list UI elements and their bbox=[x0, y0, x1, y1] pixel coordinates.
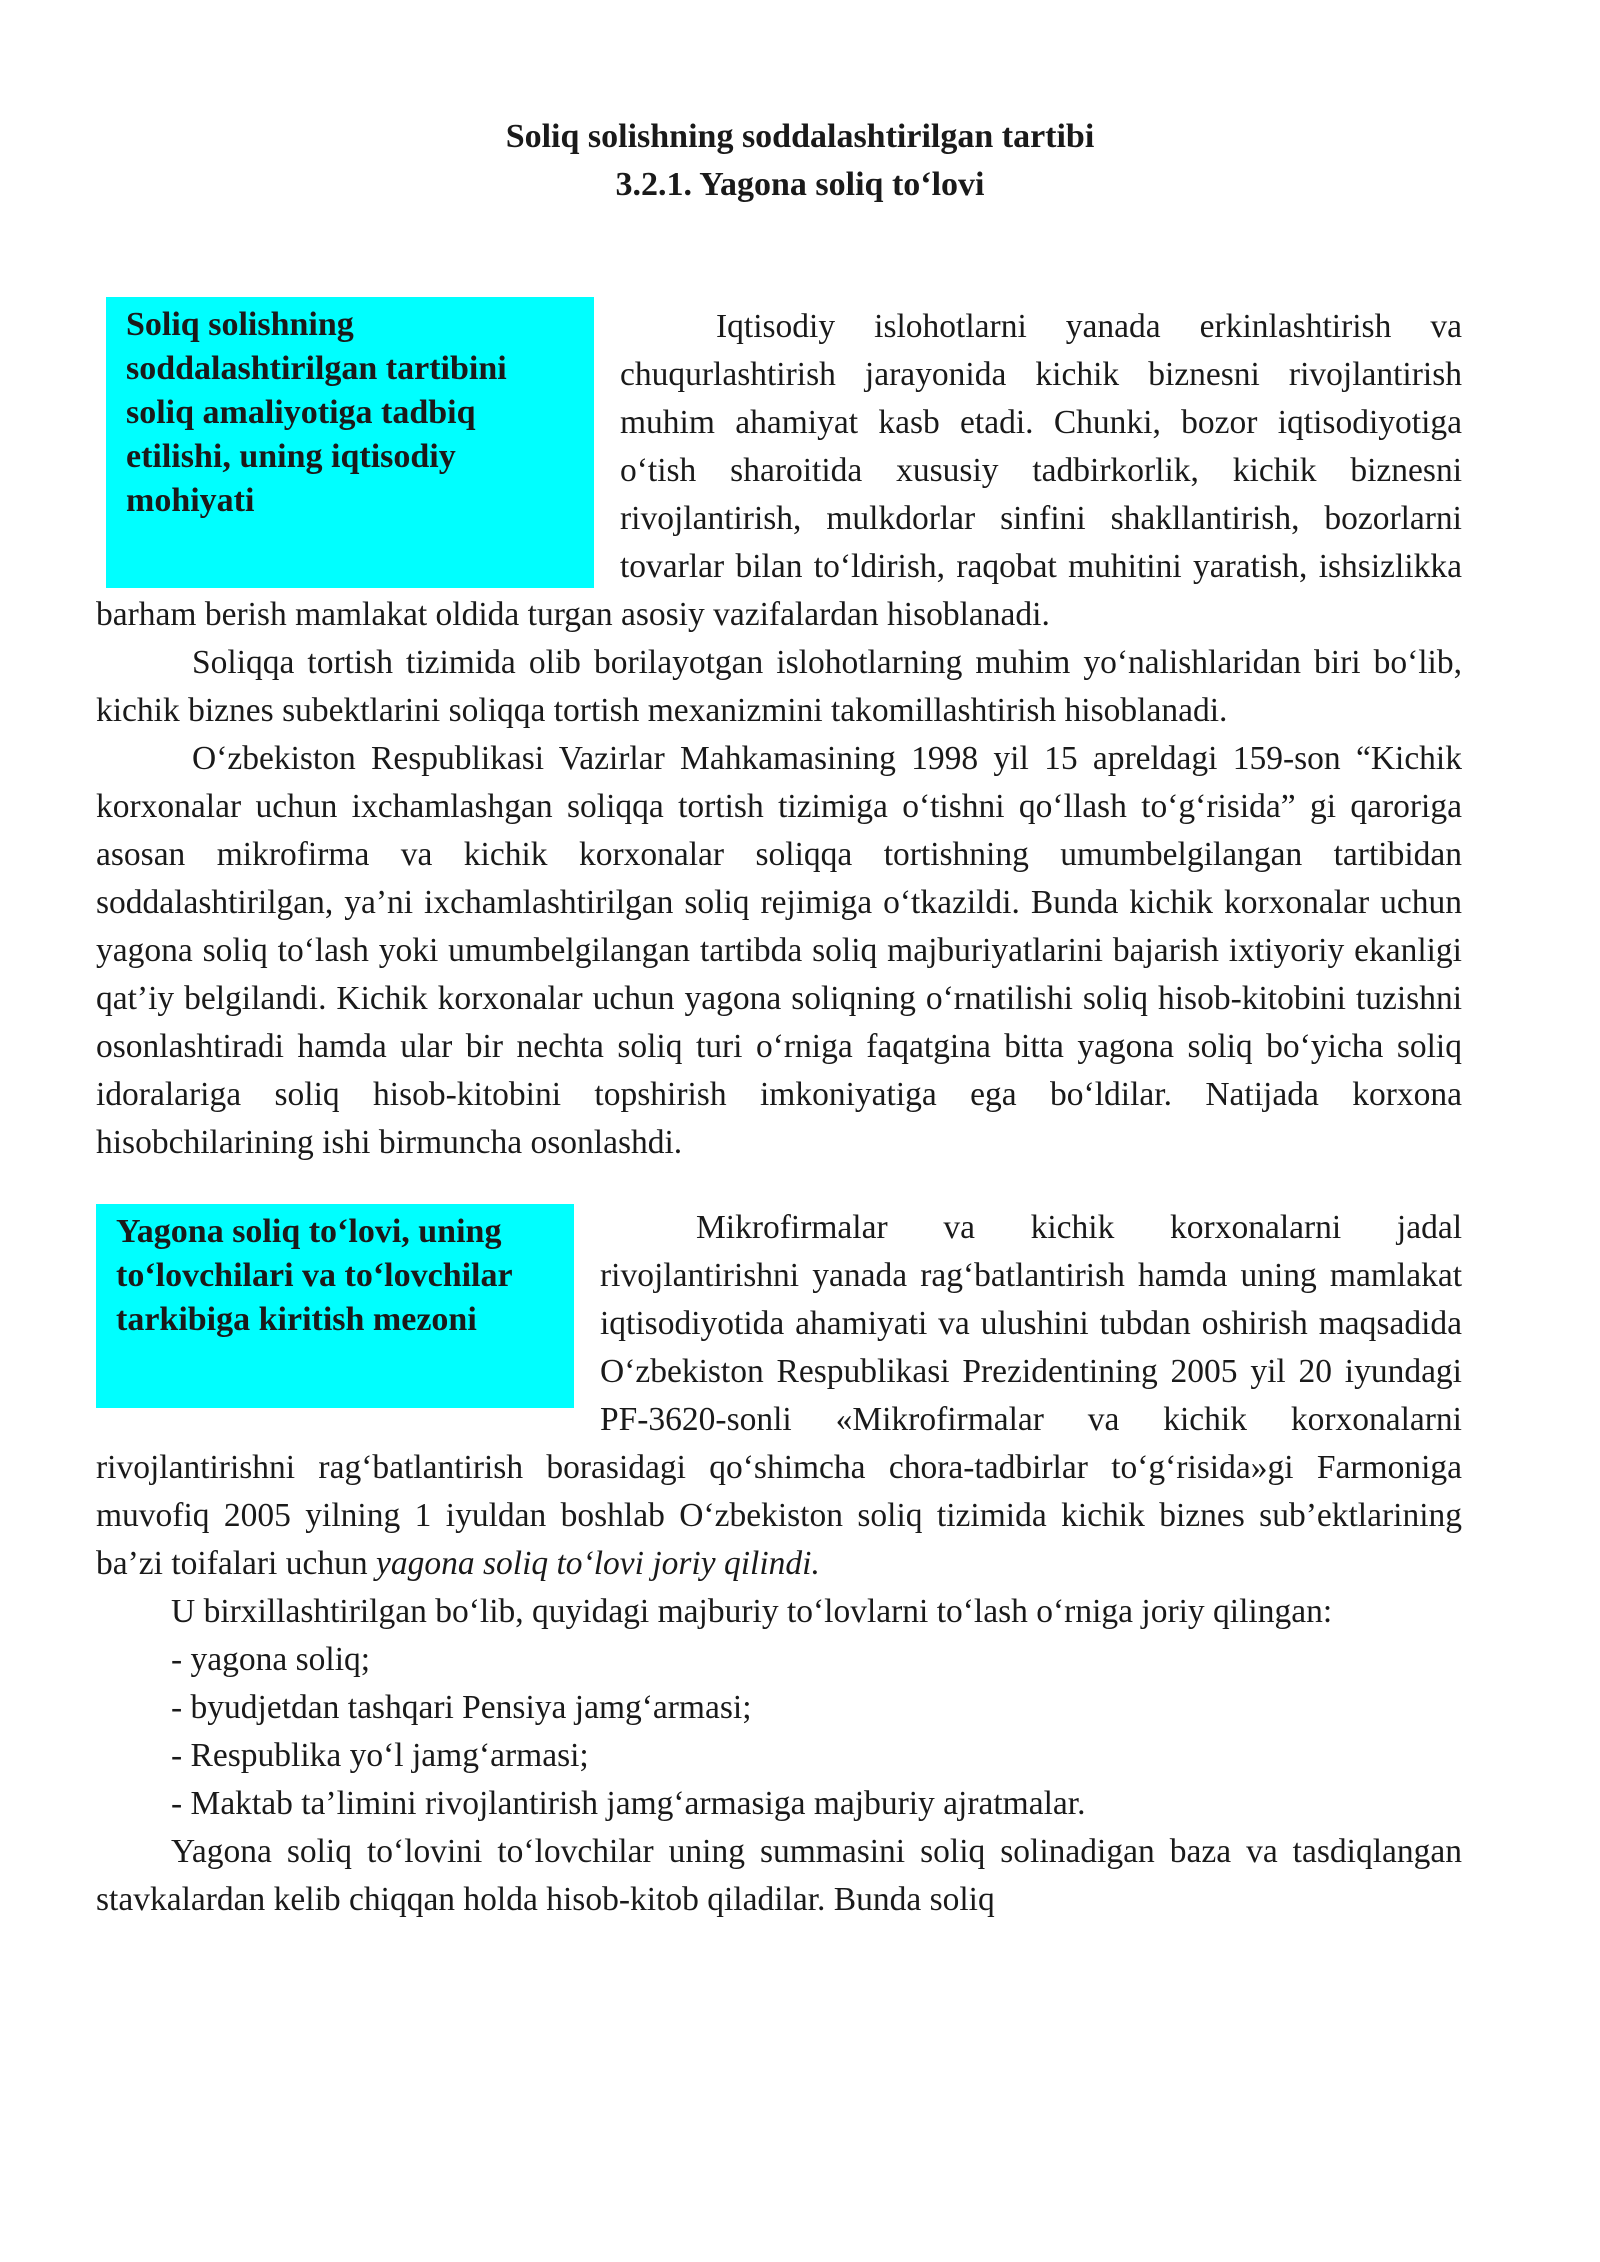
paragraph-2: Soliqqa tortish tizimida olib borilayotgan islohotlarning muhim yo‘nalishlaridan biri bo‘lib, kichik biznes subektlarini soliqqa tortish mexanizmini takomillashtirish hisoblanadi. bbox=[96, 644, 1462, 729]
list-item: - Respublika yo‘l jamg‘armasi; bbox=[171, 1737, 589, 1774]
list-item: - yagona soliq; bbox=[171, 1641, 371, 1678]
list-item: - byudjetdan tashqari Pensiya jamg‘armasi; bbox=[171, 1689, 752, 1726]
list-item: - Maktab ta’limini rivojlantirish jamg‘armasiga majburiy ajratmalar. bbox=[171, 1785, 1086, 1822]
paragraph-5: U birxillashtirilgan bo‘lib, quyidagi majburiy to‘lovlarni to‘lash o‘rniga joriy qilingan: bbox=[171, 1593, 1333, 1630]
paragraph-4-text: Mikrofirmalar va kichik korxonalarni jadal rivojlantirishni yanada rag‘batlantirish hamda uning mamlakat iqtisodiyotida ahamiyati va ulushini tubdan oshirish maqsadida O‘zbekiston Respublikasi Prezidentining 2005 yil 20 iyundagi PF-3620-sonli «Mikrofirmalar va kichik korxonalarni rivojlantirishni rag‘batlantirish borasidagi qo‘shimcha chora-tadbirlar to‘g‘risida»gi Farmoniga muvofiq 2005 yilning 1 iyuldan boshlab O‘zbekiston soliq tizimida kichik biznes sub’ektlarining ba’zi toifalari uchun bbox=[96, 1209, 1462, 1582]
body-text bbox=[96, 303, 1462, 1924]
paragraph-6: Yagona soliq to‘lovini to‘lovchilar uning summasini soliq solinadigan baza va tasdiqlangan stavkalardan kelib chiqqan holda hisob-kitob qiladilar. Bunda soliq bbox=[96, 1833, 1462, 1918]
page-title: Soliq solishning soddalashtirilgan tartibi bbox=[505, 118, 1095, 155]
sidebox-topic-1: Soliq solishning soddalashtirilgan tartibini soliq amaliyotiga tadbiq etilishi, uning iqtisodiy mohiyati bbox=[106, 297, 594, 588]
section-subtitle: 3.2.1. Yagona soliq to‘lovi bbox=[615, 166, 985, 203]
paragraph-4-italic: yagona soliq to‘lovi joriy qilindi. bbox=[375, 1545, 820, 1582]
heading-block bbox=[0, 113, 1600, 209]
paragraph-1: Iqtisodiy islohotlarni yanada erkinlashtirish va chuqurlashtirish jarayonida kichik biznesni rivojlantirish muhim ahamiyat kasb etadi. Chunki, bozor iqtisodiyotiga o‘tish sharoitida xususiy tadbirkorlik, kichik biznesni rivojlantirish, mulkdorlar sinfini shakllantirish, bozorlarni tovarlar bilan to‘ldirish, raqobat muhitini yaratish, ishsizlikka barham berish mamlakat oldida turgan asosiy vazifalardan hisoblanadi. bbox=[96, 308, 1462, 633]
paragraph-3: O‘zbekiston Respublikasi Vazirlar Mahkamasining 1998 yil 15 apreldagi 159-son “Kichik korxonalar uchun ixchamlashgan soliqqa tortish tizimiga o‘tishni qo‘llash to‘g‘risida” gi qaroriga asosan mikrofirma va kichik korxonalar soliqqa tortishning umumbelgilangan tartibidan soddalashtirilgan, ya’ni ixchamlashtirilgan soliq rejimiga o‘tkazildi. Bunda kichik korxonalar uchun yagona soliq to‘lash yoki umumbelgilangan tartibda soliq majburiyatlarini bajarish ixtiyoriy ekanligi qat’iy belgilandi. Kichik korxonalar uchun yagona soliqning o‘rnatilishi soliq hisob-kitobini tuzishni osonlashtiradi hamda ular bir nechta soliq turi o‘rniga faqatgina bitta yagona soliq bo‘yicha soliq idoralariga soliq hisob-kitobini topshirish imkoniyatiga ega bo‘ldilar. Natijada korxona hisobchilarining ishi birmuncha osonlashdi. bbox=[96, 740, 1462, 1161]
sidebox-topic-2: Yagona soliq to‘lovi, uning to‘lovchilari va to‘lovchilar tarkibiga kiritish mezoni bbox=[96, 1204, 574, 1408]
